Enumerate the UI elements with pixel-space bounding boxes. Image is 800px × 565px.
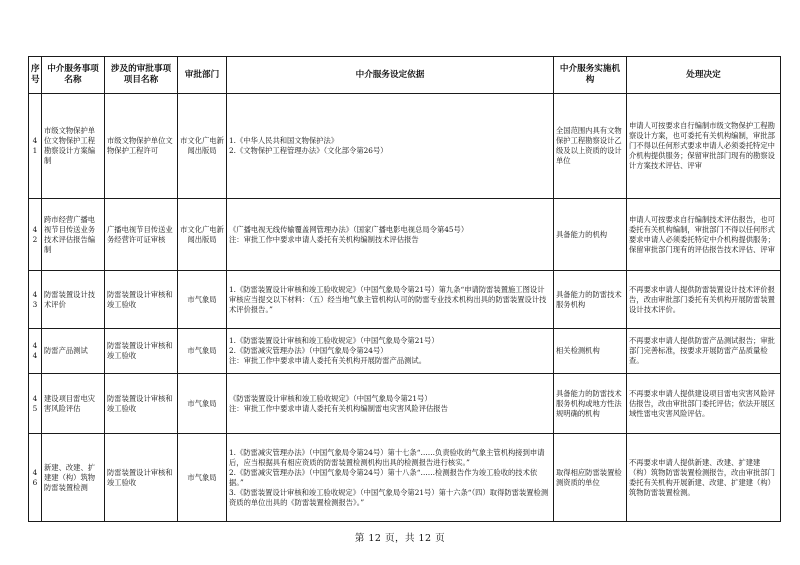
header-row bbox=[29, 57, 781, 94]
decision: 不再要求申请人提供防雷产品测试报告；审批部门完善标准，按要求开展防雷产品质量检查。 bbox=[627, 329, 781, 374]
approval-item: 防雷装置设计审核和竣工验收 bbox=[105, 329, 178, 374]
approval-dept: 市气象局 bbox=[178, 329, 227, 374]
approval-dept: 市气象局 bbox=[178, 434, 227, 522]
service-name: 防雷产品测试 bbox=[42, 329, 105, 374]
approval-item: 防雷装置设计审核和竣工验收 bbox=[105, 434, 178, 522]
header-approval: 涉及的审批事项项目名称 bbox=[105, 57, 178, 94]
decision: 申请人可按要求自行编制市级文物保护工程勘察设计方案，也可委托有关机构编制，审批部门不得以任何形式要求申请人必须委托特定中介机构提供服务；保留审批部门现有的勘察设计方案技术评估、评审 bbox=[627, 94, 781, 199]
service-name: 防雷装置设计技术评价 bbox=[42, 271, 105, 329]
basis-line: 2.《文物保护工程管理办法》（文化部令第26号） bbox=[229, 146, 388, 155]
basis-line: 注：审批工作中要求申请人委托有关机构编制技术评估报告 bbox=[229, 234, 419, 244]
approval-dept: 市气象局 bbox=[178, 271, 227, 329]
service-name: 跨市经营广播电视节目传送业务技术评估报告编制 bbox=[42, 199, 105, 271]
services-table bbox=[28, 56, 781, 522]
legal-basis bbox=[227, 374, 554, 434]
header-basis: 中介服务设定依据 bbox=[227, 57, 554, 94]
basis-line: 注：审批工作中要求申请人委托有关机构编制雷电灾害风险评估报告 bbox=[229, 403, 448, 413]
table-row bbox=[29, 434, 781, 522]
row-number: 41 bbox=[29, 94, 42, 199]
row-number: 44 bbox=[29, 329, 42, 374]
header-service: 中介服务事项名称 bbox=[42, 57, 105, 94]
row-number: 43 bbox=[29, 271, 42, 329]
approval-dept: 市文化广电新闻出版局 bbox=[178, 94, 227, 199]
legal-basis bbox=[227, 434, 554, 522]
approval-item: 防雷装置设计审核和竣工验收 bbox=[105, 271, 178, 329]
table-row bbox=[29, 374, 781, 434]
row-number: 46 bbox=[29, 434, 42, 522]
page-footer: 第 12 页，共 12 页 bbox=[354, 533, 446, 544]
legal-basis bbox=[227, 199, 554, 271]
row-number: 45 bbox=[29, 374, 42, 434]
decision: 不再要求申请人提供新建、改建、扩建建（构）筑物防雷装置检测报告，改由审批部门委托有关机构开展新建、改建、扩建建（构）筑物防雷装置检测。 bbox=[627, 434, 781, 522]
header-dept: 审批部门 bbox=[178, 57, 227, 94]
table-row bbox=[29, 199, 781, 271]
table-row bbox=[29, 271, 781, 329]
basis-line: 《广播电视无线传输覆盖网管理办法》（国家广播电影电视总局令第45号） bbox=[229, 224, 469, 234]
decision: 申请人可按要求自行编制技术评估报告，也可委托有关机构编制，审批部门不得以任何形式要求申请人必须委托特定中介机构提供服务；保留审批部门现有的评估报告技术评估、评审 bbox=[627, 199, 781, 271]
basis-line: 1.《防雷装置设计审核和竣工验收规定》（中国气象局令第21号）第九条“申请防雷装置施工图设计审核应当提交以下材料：（五）经当地气象主管机构认可的防雷专业技术机构出具的防雷装置设计技术评价报告。” bbox=[229, 284, 547, 314]
approval-dept: 市气象局 bbox=[178, 374, 227, 434]
row-number: 42 bbox=[29, 199, 42, 271]
decision: 不再要求申请人提供防雷装置设计技术评价报告，改由审批部门委托有关机构开展防雷装置设计技术评价。 bbox=[627, 271, 781, 329]
basis-line: 1.《防雷装置设计审核和竣工验收规定》（中国气象局令第21号） bbox=[229, 336, 439, 345]
header-decision: 处理决定 bbox=[627, 57, 781, 94]
agency: 具备能力的防雷技术服务机构或地方性法规明确的机构 bbox=[554, 374, 627, 434]
approval-dept: 市文化广电新闻出版局 bbox=[178, 199, 227, 271]
agency: 全国范围内具有文物保护工程勘察设计乙级及以上资质的设计单位 bbox=[554, 94, 627, 199]
basis-line: 1.《防雷减灾管理办法》（中国气象局令第24号）第十七条“……负责验收的气象主管机构接到申请后，应当根据具有相应资质的防雷装置检测机构出具的检测报告进行核实。” bbox=[229, 447, 545, 467]
approval-item: 市级文物保护单位文物保护工程许可 bbox=[105, 94, 178, 199]
header-agency: 中介服务实施机构 bbox=[554, 57, 627, 94]
basis-line: 1.《中华人民共和国文物保护法》 bbox=[229, 136, 339, 145]
approval-item: 广播电视节目传送业务经营许可证审核 bbox=[105, 199, 178, 271]
legal-basis bbox=[227, 271, 554, 329]
basis-line: 2.《防雷减灾管理办法》（中国气象局令第24号）第十八条“……检测报告作为竣工验收的技术依据。” bbox=[229, 467, 538, 487]
legal-basis bbox=[227, 94, 554, 199]
table-row bbox=[29, 329, 781, 374]
service-name: 新建、改建、扩建建（构）筑物防雷装置检测 bbox=[42, 434, 105, 522]
basis-line: 2.《防雷减灾管理办法》（中国气象局令第24号） bbox=[229, 346, 388, 355]
decision: 不再要求申请人提供建设项目雷电灾害风险评估报告，改由审批部门委托评估；依法开展区域性雷电灾害风险评估。 bbox=[627, 374, 781, 434]
basis-line: 3.《防雷装置设计审核和竣工验收规定》（中国气象局令第21号）第十六条“（四）取得防雷装置检测资质的单位出具的《防雷装置检测报告》。” bbox=[229, 487, 549, 507]
service-name: 建设项目雷电灾害风险评估 bbox=[42, 374, 105, 434]
header-no: 序号 bbox=[29, 57, 42, 94]
legal-basis bbox=[227, 329, 554, 374]
agency: 具备能力的机构 bbox=[554, 199, 627, 271]
table-row bbox=[29, 94, 781, 199]
agency: 具备能力的防雷技术服务机构 bbox=[554, 271, 627, 329]
basis-line: 《防雷装置设计审核和竣工验收规定》（中国气象局令第21号） bbox=[229, 393, 432, 403]
basis-line: 注：审批工作中要求申请人委托有关机构开展防雷产品测试。 bbox=[229, 356, 427, 365]
agency: 取得相应防雷装置检测资质的单位 bbox=[554, 434, 627, 522]
agency: 相关检测机构 bbox=[554, 329, 627, 374]
service-name: 市级文物保护单位文物保护工程勘察设计方案编制 bbox=[42, 94, 105, 199]
approval-item: 防雷装置设计审核和竣工验收 bbox=[105, 374, 178, 434]
